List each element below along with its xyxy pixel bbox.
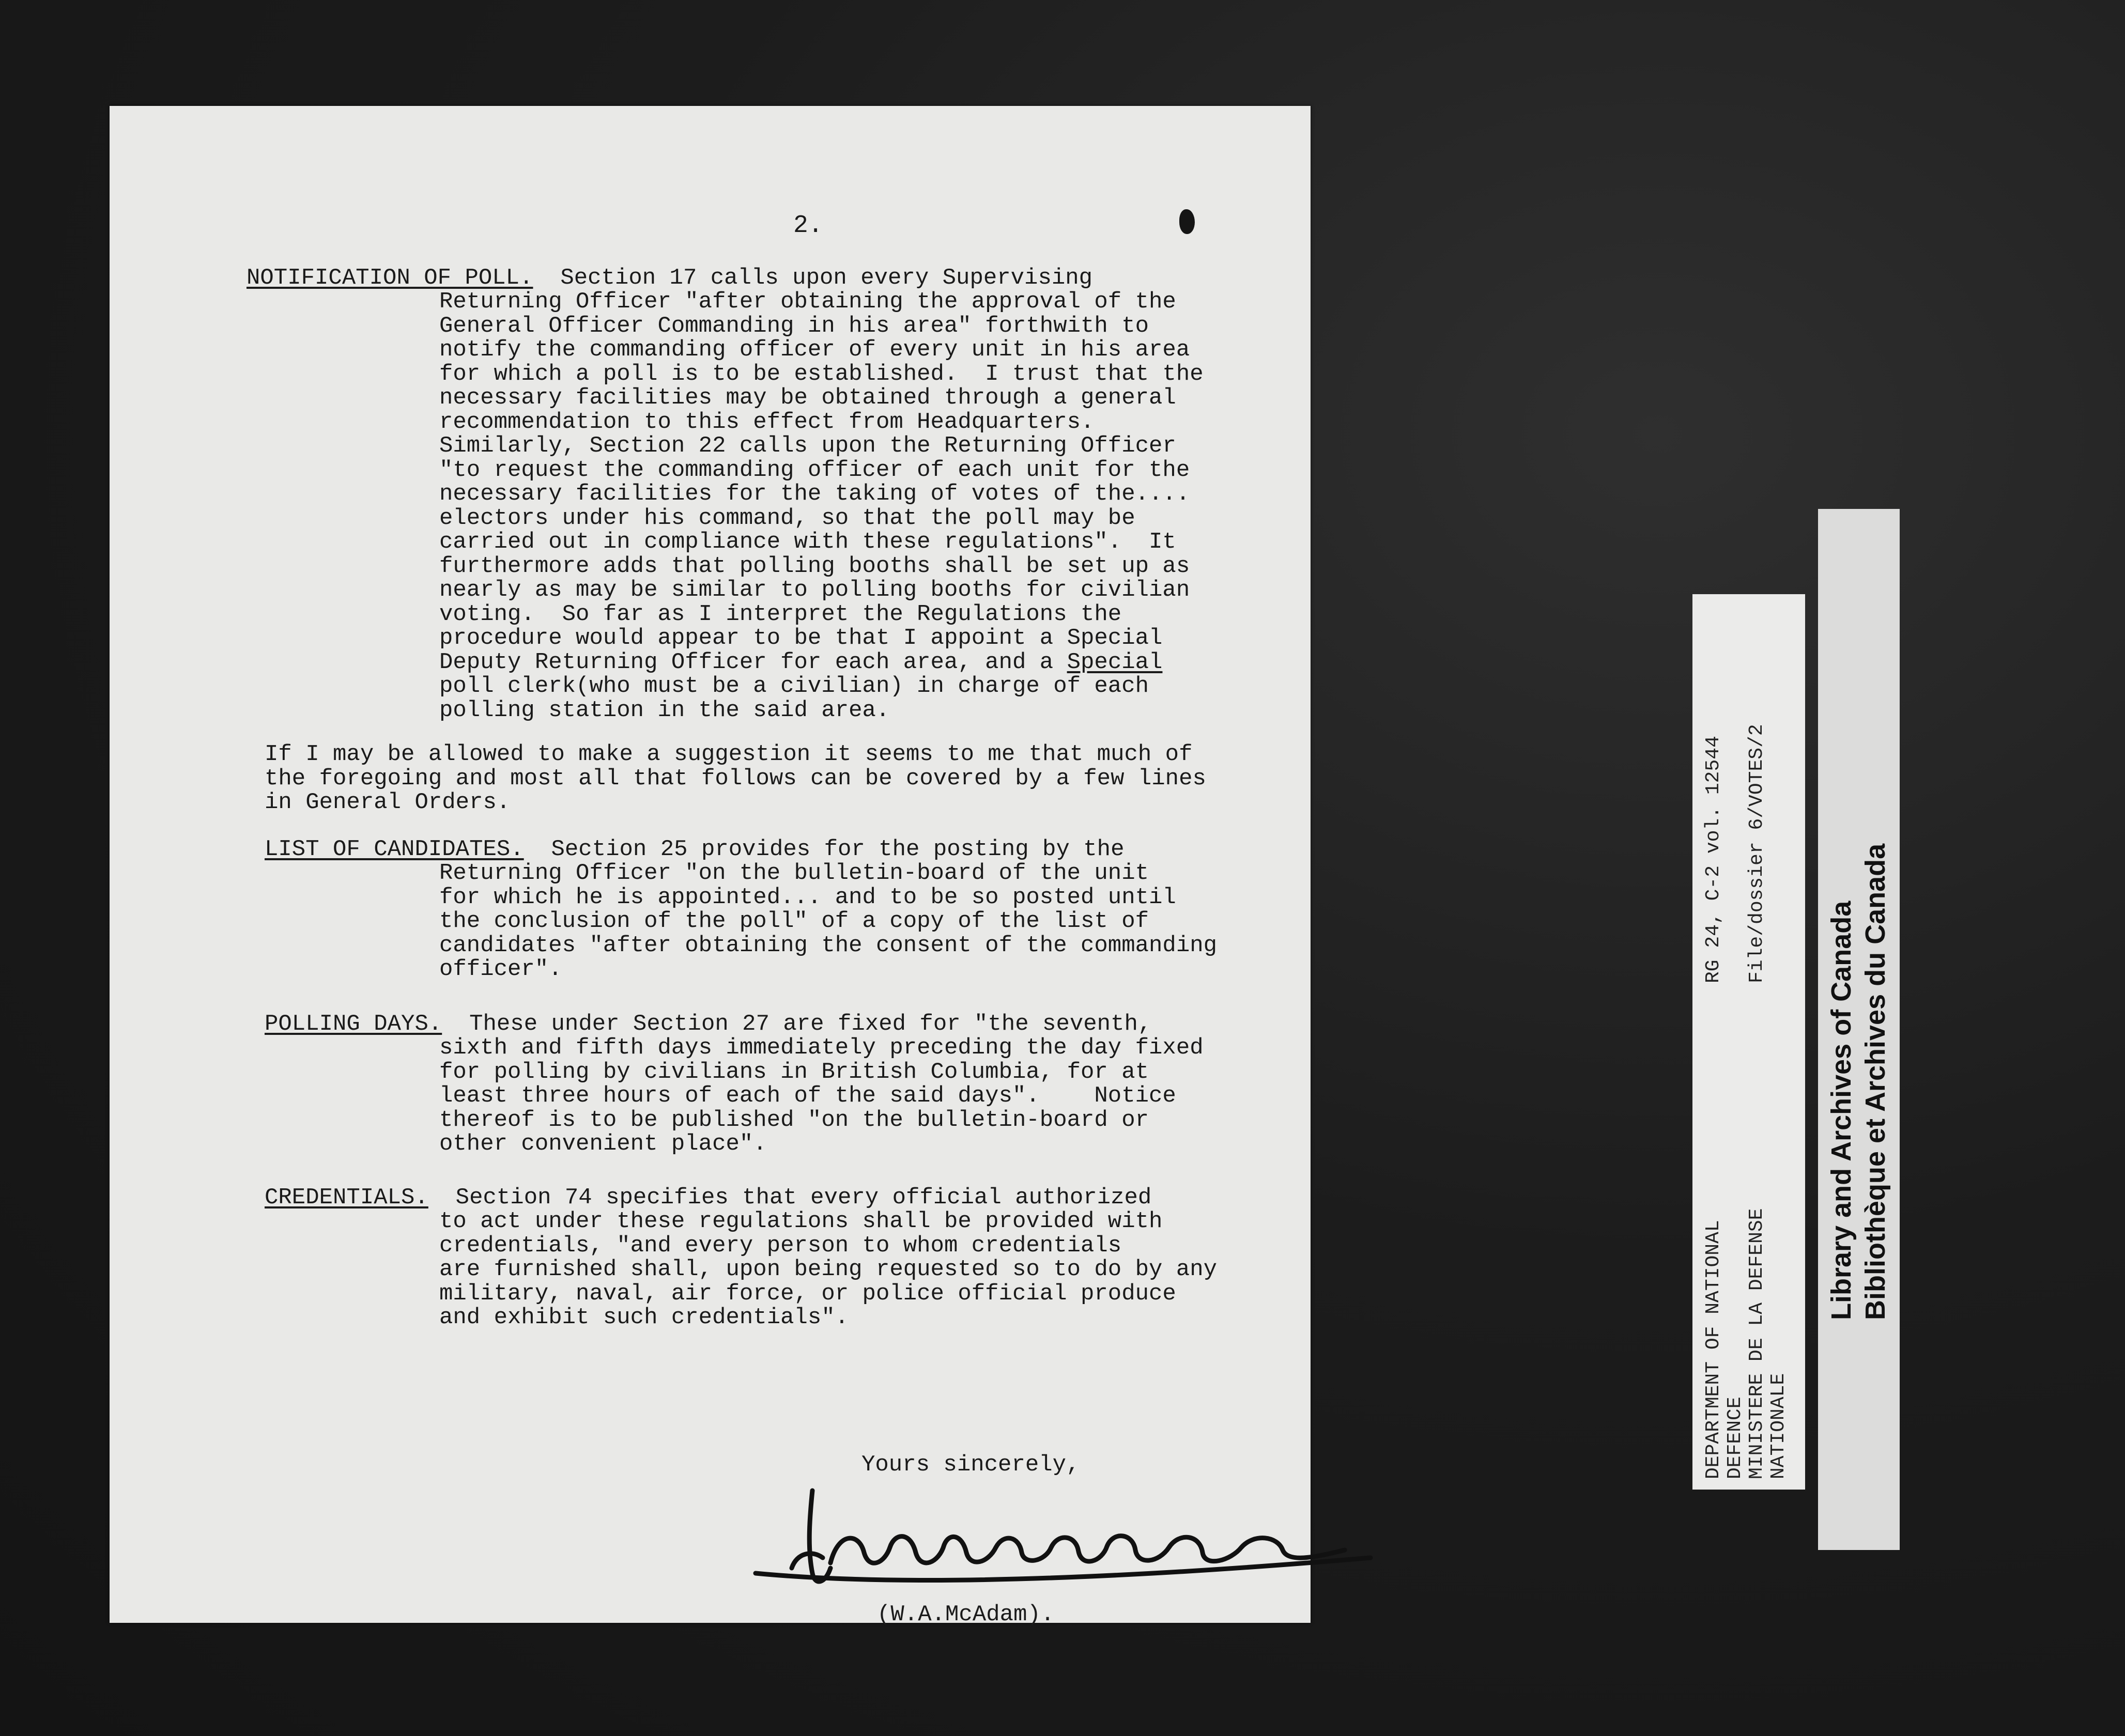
section-line: candidates "after obtaining the consent of the commanding — [439, 932, 1218, 958]
section-line: If I may be allowed to make a suggestion it seems to me that much of — [265, 741, 1193, 767]
section-heading: CREDENTIALS. — [265, 1185, 428, 1211]
section-line: credentials, "and every person to whom credentials — [439, 1232, 1122, 1259]
section-line: the conclusion of the poll" of a copy of the list of — [439, 908, 1149, 934]
section-candidates — [265, 838, 1124, 862]
slip-line: RG 24, C-2 vol. 12544 — [1702, 736, 1724, 983]
section-line: furthermore adds that polling booths shall be set up as — [439, 553, 1190, 579]
section-polling-days-body — [439, 1036, 1204, 1156]
section-line: Similarly, Section 22 calls upon the Returning Officer — [439, 433, 1176, 459]
archive-label-french: Bibliothèque et Archives du Canada — [1860, 843, 1891, 1320]
slip-line: File/dossier 6/VOTES/2 — [1746, 724, 1768, 983]
section-line: the foregoing and most all that follows can be covered by a few lines — [265, 765, 1206, 792]
section-line: thereof is to be published "on the bulletin-board or — [439, 1107, 1149, 1133]
letter-body — [110, 106, 1311, 1628]
section-line: carried out in compliance with these regulations". It — [439, 529, 1176, 555]
section-line: "to request the commanding officer of each unit for the — [439, 457, 1190, 483]
section-line: for polling by civilians in British Columbia, for at — [439, 1059, 1149, 1085]
section-line: Section 17 calls upon every Supervising — [560, 265, 1093, 291]
closing: Yours sincerely, — [861, 1452, 1080, 1478]
section-line: voting. So far as I interpret the Regulations the — [439, 601, 1122, 627]
section-line: necessary facilities for the taking of votes of the.... — [439, 481, 1190, 507]
section-candidates-body — [439, 861, 1217, 982]
section-line: nearly as may be similar to polling booths for civilian — [439, 577, 1190, 603]
archive-label-english: Library and Archives of Canada — [1826, 901, 1857, 1320]
signature — [735, 1475, 1386, 1604]
section-line: These under Section 27 are fixed for "the seventh, — [469, 1011, 1152, 1037]
section-notification-body — [439, 290, 1204, 722]
section-line: for which a poll is to be established. I trust that the — [439, 361, 1204, 387]
section-line: procedure would appear to be that I appoint a Special — [439, 625, 1163, 651]
slip-line: DEFENCE — [1724, 1397, 1746, 1479]
slip-line: DEPARTMENT OF NATIONAL — [1702, 1220, 1724, 1479]
suggestion-paragraph — [265, 742, 1206, 815]
section-line: General Officer Commanding in his area" forthwith to — [439, 313, 1149, 339]
section-line: Returning Officer "after obtaining the approval of the — [439, 289, 1176, 315]
section-heading: LIST OF CANDIDATES. — [265, 836, 524, 862]
section-heading: POLLING DAYS. — [265, 1011, 442, 1037]
section-line: officer". — [439, 956, 562, 982]
section-heading: NOTIFICATION OF POLL. — [247, 265, 533, 291]
section-line: recommendation to this effect from Headquarters. — [439, 409, 1095, 435]
page-number: 2. — [793, 212, 823, 240]
section-line: polling station in the said area. — [439, 697, 890, 723]
slip-line: NATIONALE — [1767, 1373, 1790, 1479]
section-line: and exhibit such credentials". — [439, 1305, 849, 1330]
section-polling-days — [265, 1012, 1151, 1036]
section-line: electors under his command, so that the poll may be — [439, 505, 1135, 531]
section-credentials — [265, 1186, 1151, 1210]
section-line: necessary facilities may be obtained through a general — [439, 385, 1176, 411]
section-line: military, naval, air force, or police official produce — [439, 1280, 1176, 1307]
section-line: notify the commanding officer of every unit in his area — [439, 337, 1190, 363]
underlined-word: Special — [1067, 649, 1163, 675]
slip-text — [1692, 594, 1805, 1490]
section-line: for which he is appointed... and to be so posted until — [439, 884, 1176, 910]
ink-mark — [1179, 209, 1195, 234]
section-notification — [247, 266, 1092, 290]
section-line: are furnished shall, upon being requested so to do by any — [439, 1257, 1218, 1282]
section-line: to act under these regulations shall be provided with — [439, 1208, 1163, 1234]
archive-label — [1818, 509, 1900, 1550]
section-line: other convenient place". — [439, 1131, 767, 1157]
archive-reference-slip — [1692, 594, 1805, 1490]
section-line: in General Orders. — [265, 789, 511, 815]
archive-label-text — [1818, 509, 1900, 1550]
section-line: Section 25 provides for the posting by the — [551, 836, 1125, 862]
section-line: Deputy Returning Officer for each area, and a — [439, 649, 1067, 675]
section-credentials-body — [439, 1210, 1217, 1330]
letter-page — [110, 106, 1311, 1628]
section-line: poll clerk(who must be a civilian) in charge of each — [439, 673, 1149, 699]
section-line: Returning Officer "on the bulletin-board of the unit — [439, 860, 1149, 886]
signer-name: (W.A.McAdam). — [877, 1602, 1055, 1628]
section-line: Section 74 specifies that every official authorized — [455, 1185, 1152, 1211]
slip-line: MINISTERE DE LA DEFENSE — [1746, 1208, 1768, 1479]
section-line: least three hours of each of the said days". Notice — [439, 1083, 1176, 1109]
section-line: sixth and fifth days immediately preceding the day fixed — [439, 1035, 1204, 1061]
